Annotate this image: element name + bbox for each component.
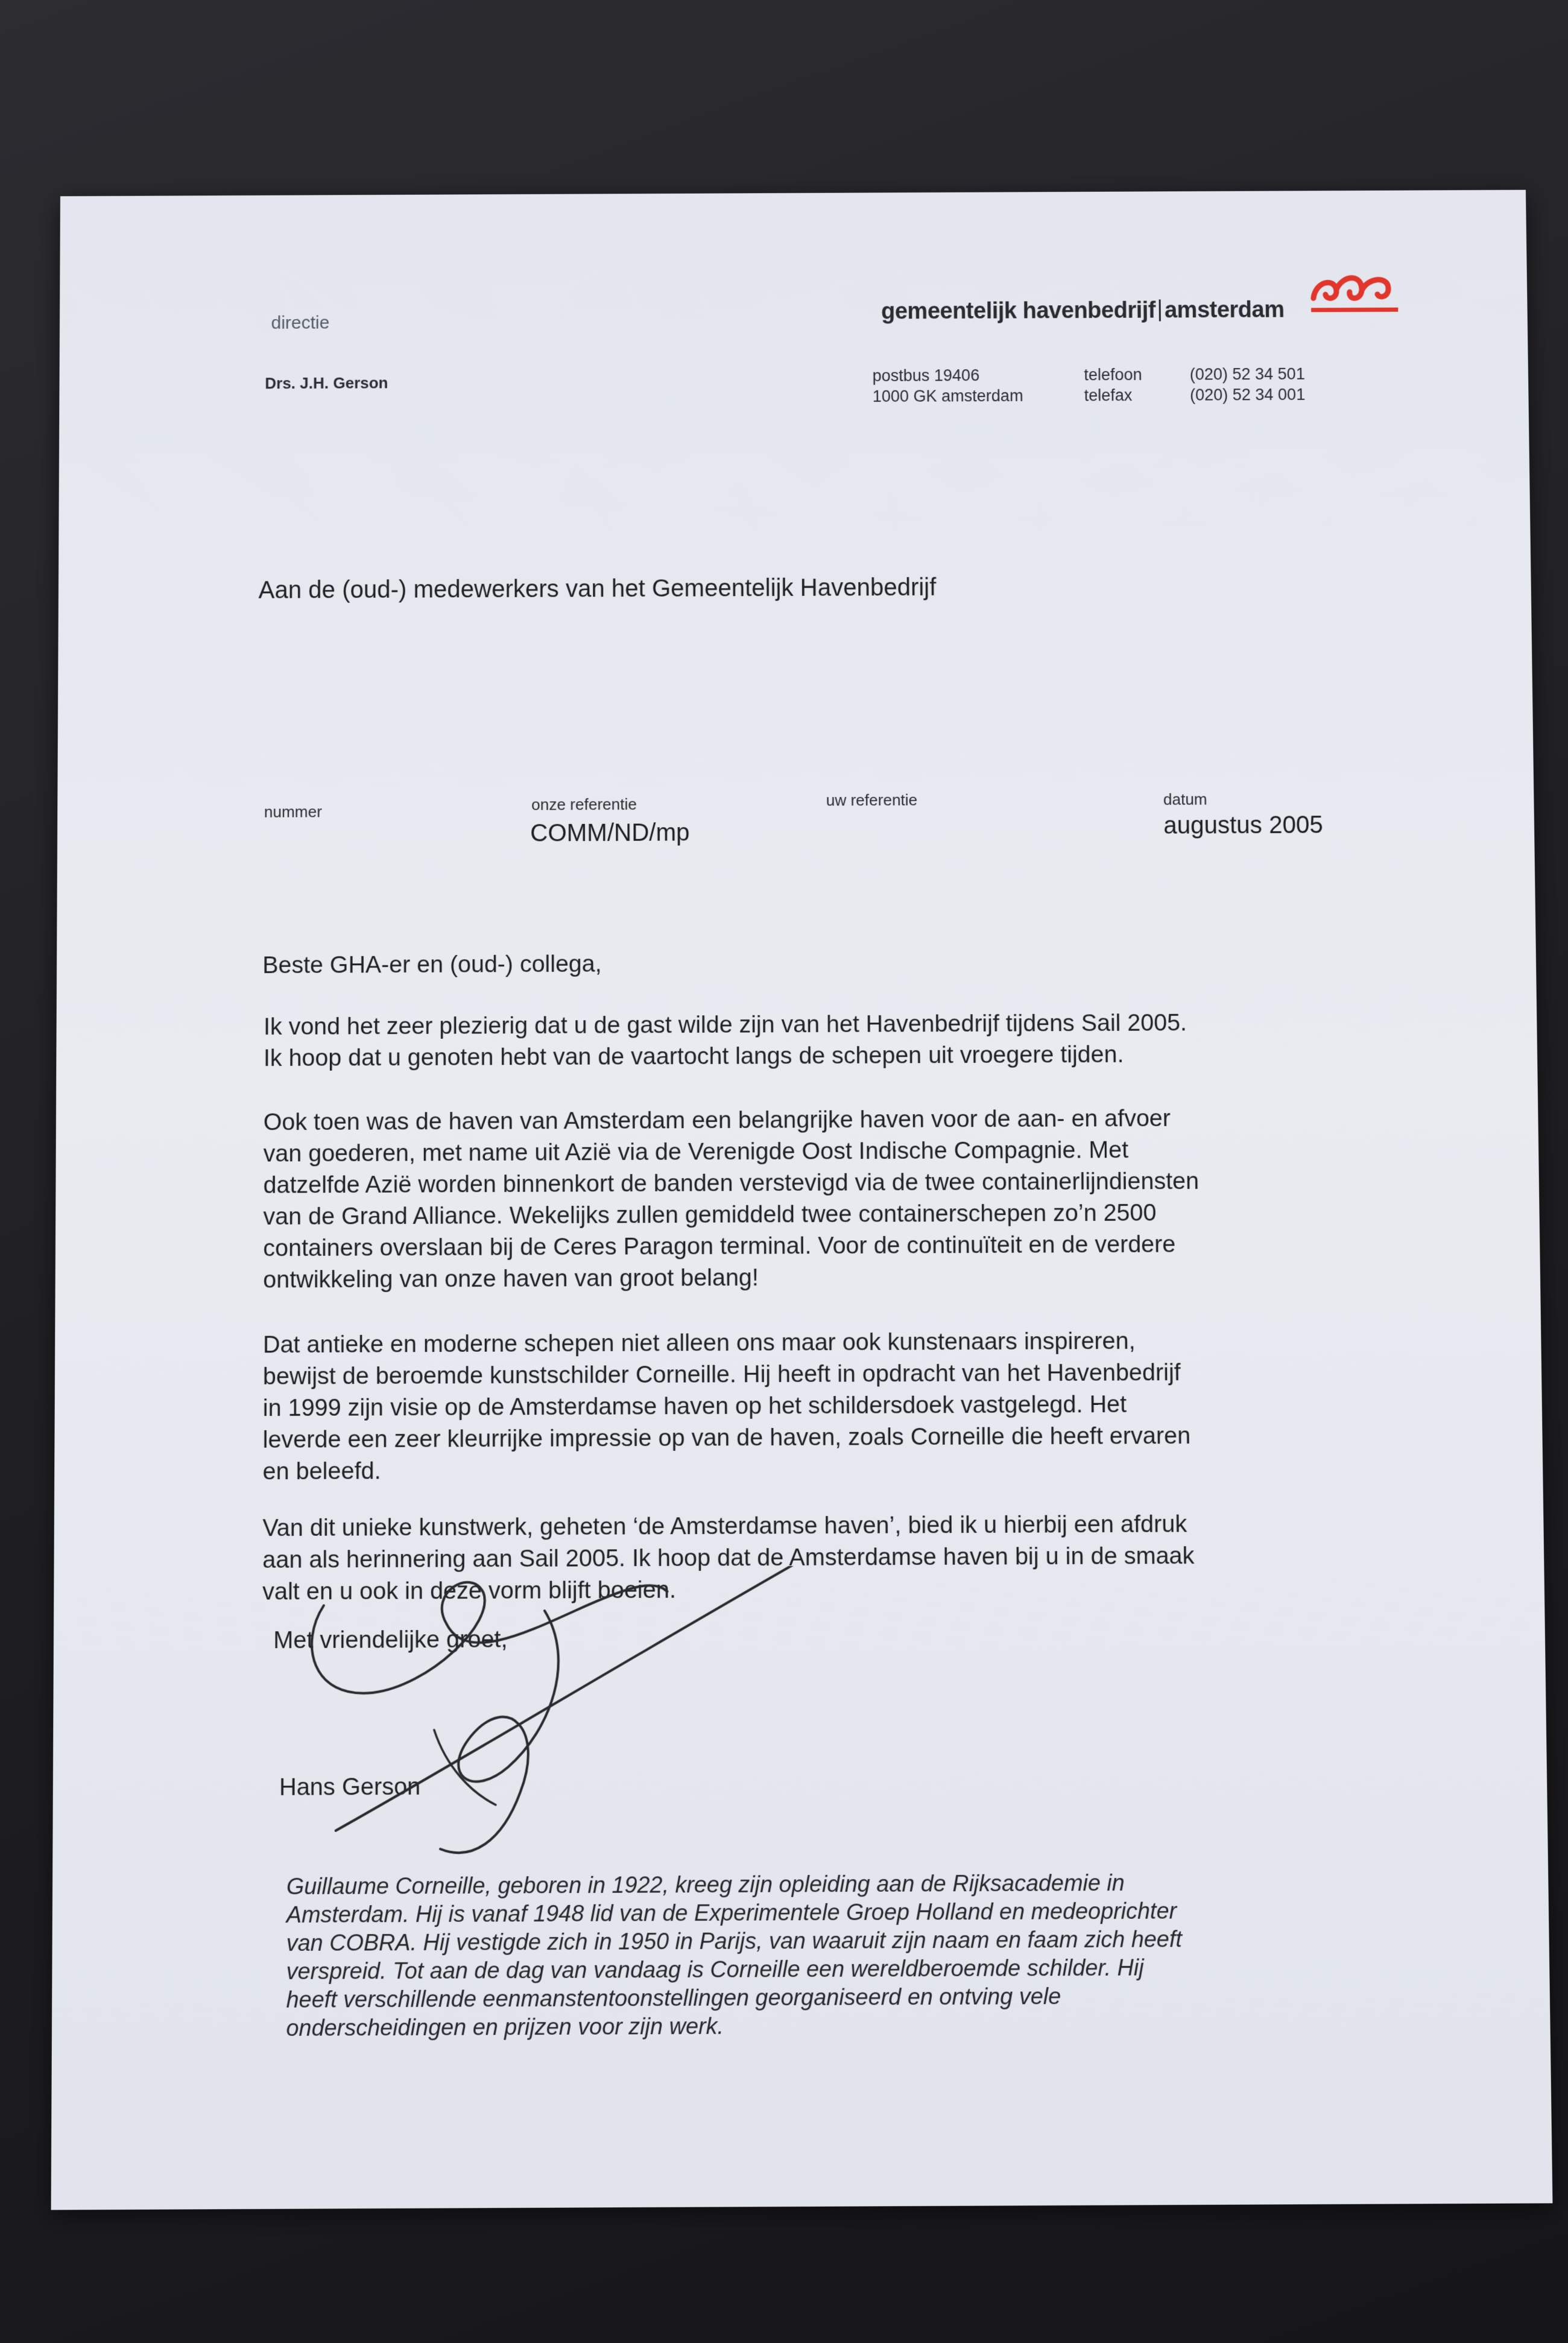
paragraph-line: ontwikkeling van onze haven van groot belang! bbox=[263, 1264, 759, 1293]
onze-referentie-label: onze referentie bbox=[531, 794, 637, 814]
signatory-name: Hans Gerson bbox=[279, 1773, 421, 1801]
footnote-line: van COBRA. Hij vestigde zich in 1950 in Parijs, van waaruit zijn naam en faam zich heeft bbox=[286, 1926, 1183, 1956]
paragraph-line: leverde een zeer kleurrijke impressie op van de haven, zoals Corneille die heeft ervaren bbox=[262, 1422, 1191, 1454]
department-label: directie bbox=[271, 312, 330, 333]
datum-value: augustus 2005 bbox=[1163, 811, 1323, 839]
footnote-line: verspreid. Tot aan de dag van vandaag is Corneille een wereldberoemde schilder. Hij bbox=[286, 1955, 1144, 1985]
paragraph-line: aan als herinnering aan Sail 2005. Ik hoop dat de Amsterdamse haven bij u in de smaak bbox=[262, 1542, 1195, 1574]
address-line-2: 1000 GK amsterdam bbox=[872, 386, 1023, 406]
letter-sheet bbox=[51, 190, 1553, 2210]
paragraph-line: in 1999 zijn visie op de Amsterdamse haven op het schildersdoek vastgelegd. Het bbox=[262, 1390, 1127, 1422]
footnote-line: onderscheidingen en prijzen voor zijn werk. bbox=[286, 2013, 724, 2041]
paragraph-line: bewijst de beroemde kunstschilder Corneille. Hij heeft in opdracht van het Havenbedrijf bbox=[262, 1359, 1181, 1390]
contact-labels bbox=[1084, 364, 1142, 406]
uw-referentie-label: uw referentie bbox=[826, 790, 918, 810]
paragraph-line: van de Grand Alliance. Wekelijks zullen gemiddeld twee containerschepen zo’n 2500 bbox=[263, 1199, 1157, 1231]
paragraph-line: datzelfde Azië worden binnenkort de banden verstevigd via de twee containerlijndiensten bbox=[263, 1168, 1200, 1199]
corneille-biography-footnote bbox=[286, 1868, 1396, 2043]
footnote-line: Guillaume Corneille, geboren in 1922, kreeg zijn opleiding aan de Rijksacademie in bbox=[286, 1869, 1125, 1900]
closing-line: Met vriendelijke groet, bbox=[273, 1626, 508, 1654]
organization-name-part2: amsterdam bbox=[1164, 297, 1285, 323]
paragraph-line: Dat antieke en moderne schepen niet alleen ons maar ook kunstenaars inspireren, bbox=[262, 1327, 1136, 1359]
phone-label: telefoon bbox=[1084, 365, 1142, 384]
paragraph-line: en beleefd. bbox=[262, 1457, 381, 1485]
datum-label: datum bbox=[1163, 790, 1207, 809]
organization-name bbox=[881, 297, 1285, 325]
phone-number: (020) 52 34 501 bbox=[1189, 364, 1306, 384]
fax-label: telefax bbox=[1084, 386, 1133, 405]
paragraph-1 bbox=[264, 1006, 1421, 1074]
paragraph-line: Ook toen was de haven van Amsterdam een belangrijke haven voor de aan- en afvoer bbox=[263, 1105, 1171, 1136]
paragraph-line: containers overslaan bij de Ceres Paragon terminal. Voor de continuïteit en de verdere bbox=[263, 1231, 1176, 1262]
paragraph-line: van goederen, met name uit Azië via de Verenigde Oost Indische Compagnie. Met bbox=[263, 1137, 1129, 1167]
paragraph-2 bbox=[263, 1102, 1424, 1296]
recipient-line: Aan de (oud-) medewerkers van het Gemeentelijk Havenbedrijf bbox=[258, 574, 937, 604]
salutation: Beste GHA-er en (oud-) collega, bbox=[262, 951, 602, 979]
footnote-line: heeft verschillende eenmanstentoonstellingen georganiseerd en ontving vele bbox=[286, 1983, 1061, 2013]
sender-name: Drs. J.H. Gerson bbox=[265, 373, 388, 393]
paragraph-line: Ik hoop dat u genoten hebt van de vaartocht langs de schepen uit vroegere tijden. bbox=[263, 1041, 1124, 1072]
address-line-1: postbus 19406 bbox=[872, 366, 980, 385]
contact-values bbox=[1190, 364, 1306, 405]
paragraph-line: Van dit unieke kunstwerk, geheten ‘de Amsterdamse haven’, bied ik u hierbij een afdruk bbox=[262, 1511, 1187, 1542]
paragraph-3 bbox=[262, 1324, 1426, 1488]
paragraph-line: valt en u ook in deze vorm blijft boeien. bbox=[262, 1576, 676, 1605]
name-divider bbox=[1159, 299, 1161, 321]
fax-number: (020) 52 34 001 bbox=[1189, 385, 1306, 404]
nummer-label: nummer bbox=[264, 802, 322, 821]
onze-referentie-value: COMM/ND/mp bbox=[530, 819, 690, 847]
paragraph-line: Ik vond het zeer plezierig dat u de gast wilde zijn van het Havenbedrijf tijdens Sail 2005. bbox=[264, 1009, 1187, 1041]
ghb-wave-logo-icon bbox=[1309, 269, 1400, 318]
footnote-line: Amsterdam. Hij is vanaf 1948 lid van de Experimentele Groep Holland en medeoprichter bbox=[286, 1898, 1177, 1928]
organization-name-part1: gemeentelijk havenbedrijf bbox=[880, 297, 1156, 325]
postal-address bbox=[873, 365, 1023, 407]
